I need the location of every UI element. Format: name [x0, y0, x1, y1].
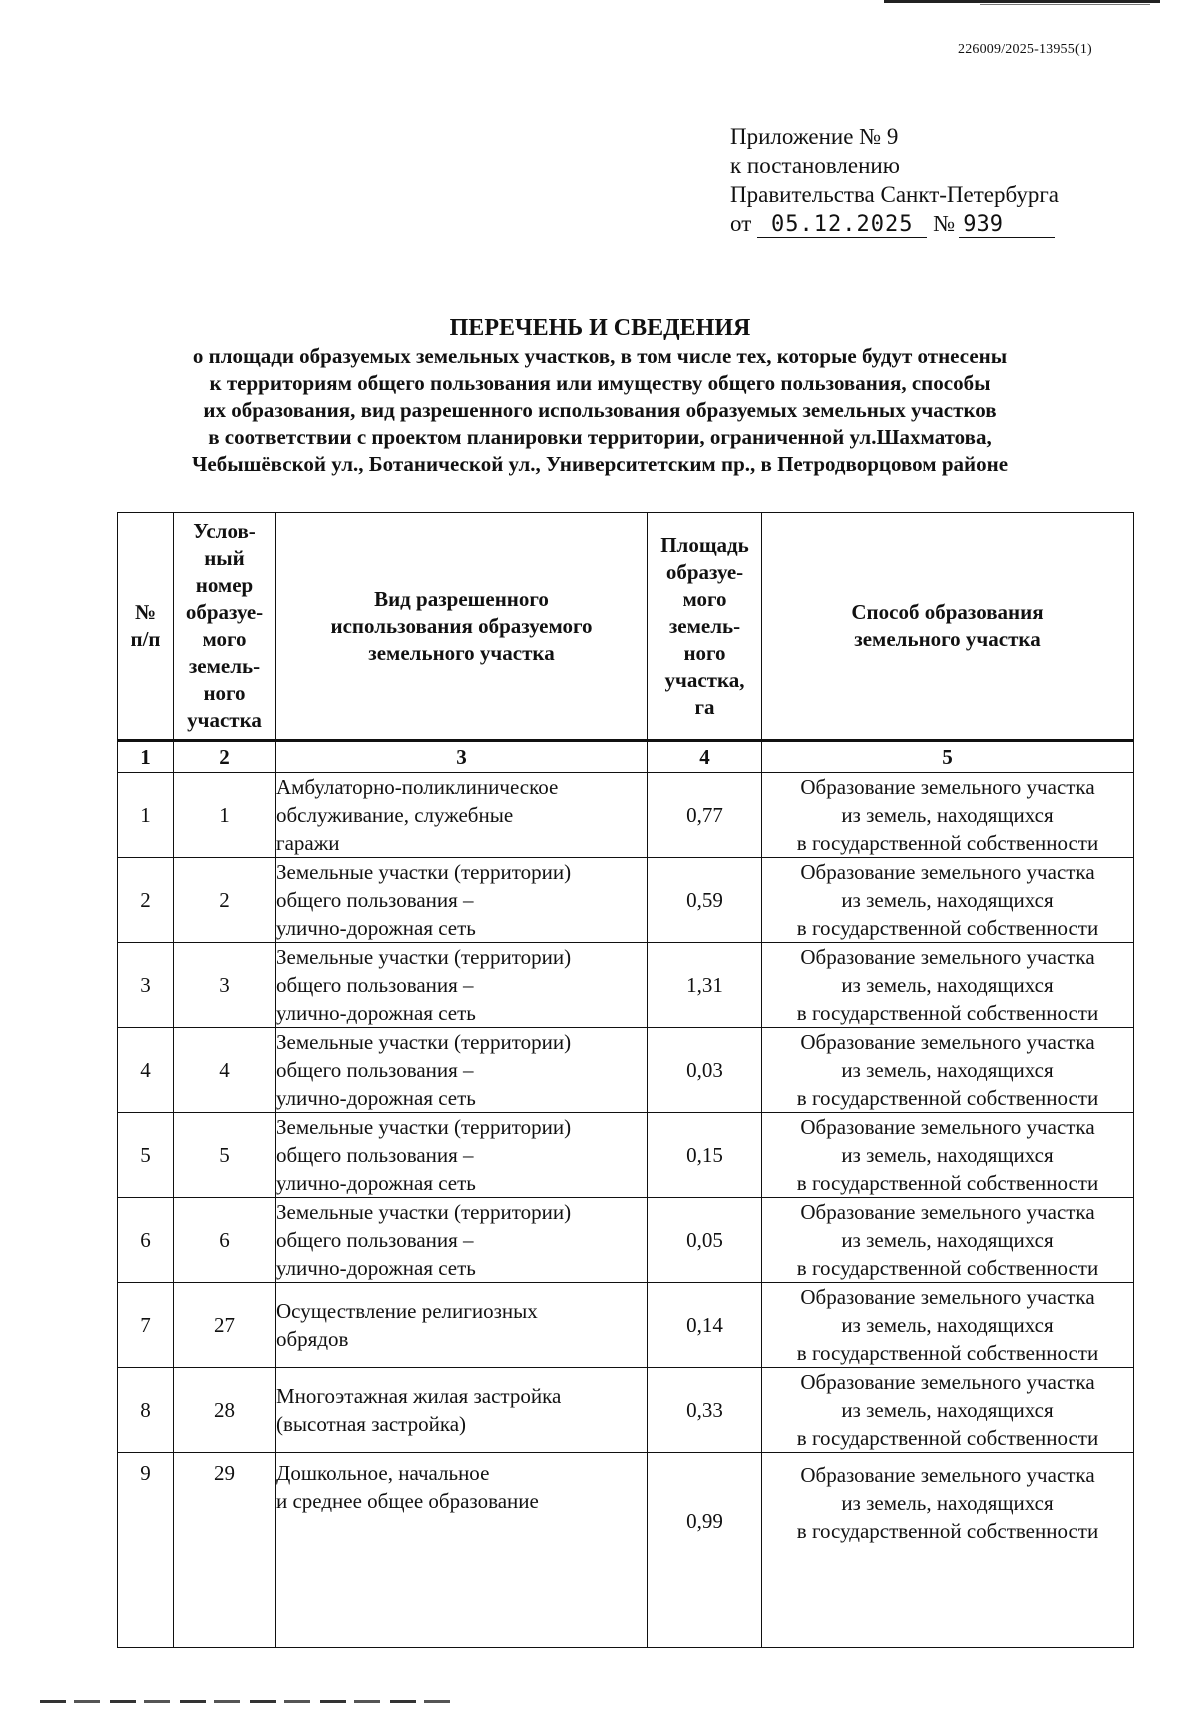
column-number: 5 [762, 741, 1134, 773]
column-number: 4 [648, 741, 762, 773]
row-number: 6 [118, 1198, 174, 1283]
table-row [118, 1198, 1134, 1283]
column-number: 3 [276, 741, 648, 773]
resolution-number: 939 [959, 213, 1055, 238]
parcels-table [117, 512, 1134, 1648]
parcel-area: 0,33 [648, 1368, 762, 1453]
appendix-line-1: Приложение № 9 [730, 124, 899, 149]
header-permitted-use: Вид разрешенного использования образуемого земельного участка [276, 513, 648, 741]
table-row [118, 773, 1134, 858]
parcel-area: 0,14 [648, 1283, 762, 1368]
formation-method: Образование земельного участка из земель, находящихся в государственной собственности [762, 858, 1134, 943]
column-number-row [118, 741, 1134, 773]
parcel-area: 0,05 [648, 1198, 762, 1283]
row-number: 4 [118, 1028, 174, 1113]
parcel-area: 0,59 [648, 858, 762, 943]
parcel-code: 5 [174, 1113, 276, 1198]
parcel-code: 28 [174, 1368, 276, 1453]
formation-method: Образование земельного участка из земель, находящихся в государственной собственности [762, 1283, 1134, 1368]
parcel-code: 3 [174, 943, 276, 1028]
permitted-use: Земельные участки (территории) общего пользования – улично-дорожная сеть [276, 1113, 648, 1198]
document-id: 226009/2025-13955(1) [958, 42, 1092, 57]
row-number: 2 [118, 858, 174, 943]
header-conditional-number: Услов- ный номер образуе- мого земель- ного участка [174, 513, 276, 741]
permitted-use: Земельные участки (территории) общего пользования – улично-дорожная сеть [276, 1198, 648, 1283]
appendix-block [730, 122, 1059, 238]
subtitle-line: в соответствии с проектом планировки территории, ограниченной ул.Шахматова, [208, 425, 992, 449]
permitted-use: Земельные участки (территории) общего пользования – улично-дорожная сеть [276, 1028, 648, 1113]
formation-method: Образование земельного участка из земель, находящихся в государственной собственности [762, 1453, 1134, 1648]
header-formation-method: Способ образования земельного участка [762, 513, 1134, 741]
parcel-area: 0,99 [648, 1453, 762, 1648]
from-label: от [730, 211, 752, 236]
table-row [118, 943, 1134, 1028]
appendix-date-line [730, 209, 1059, 238]
table-row [118, 1283, 1134, 1368]
number-label: № [933, 211, 956, 236]
table-header-row [118, 513, 1134, 741]
header-area: Площадь образуе- мого земель- ного участка, га [648, 513, 762, 741]
parcel-code: 1 [174, 773, 276, 858]
permitted-use: Земельные участки (территории) общего пользования – улично-дорожная сеть [276, 943, 648, 1028]
title-block [0, 313, 1200, 478]
parcel-code: 4 [174, 1028, 276, 1113]
table-row [118, 1453, 1134, 1648]
parcel-area: 1,31 [648, 943, 762, 1028]
appendix-line-3: Правительства Санкт-Петербурга [730, 182, 1059, 207]
column-number: 2 [174, 741, 276, 773]
row-number: 5 [118, 1113, 174, 1198]
formation-method: Образование земельного участка из земель, находящихся в государственной собственности [762, 1113, 1134, 1198]
parcel-area: 0,15 [648, 1113, 762, 1198]
parcel-area: 0,77 [648, 773, 762, 858]
table-row [118, 1028, 1134, 1113]
row-number: 3 [118, 943, 174, 1028]
subtitle-line: их образования, вид разрешенного использования образуемых земельных участков [203, 398, 997, 422]
table-row [118, 1113, 1134, 1198]
scan-artifact-bottom [40, 1700, 460, 1703]
subtitle-line: о площади образуемых земельных участков, в том числе тех, которые будут отнесены [192, 344, 1008, 368]
page-title: ПЕРЕЧЕНЬ И СВЕДЕНИЯ [449, 315, 751, 341]
formation-method: Образование земельного участка из земель, находящихся в государственной собственности [762, 943, 1134, 1028]
resolution-date: 05.12.2025 [757, 213, 927, 238]
parcel-area: 0,03 [648, 1028, 762, 1113]
column-number: 1 [118, 741, 174, 773]
subtitle-line: к территориям общего пользования или имуществу общего пользования, способы [209, 371, 991, 395]
appendix-line-2: к постановлению [730, 153, 900, 178]
table-row [118, 858, 1134, 943]
scan-artifact-top [884, 0, 1160, 3]
formation-method: Образование земельного участка из земель, находящихся в государственной собственности [762, 1368, 1134, 1453]
scan-artifact-top-line [980, 4, 1150, 5]
permitted-use: Земельные участки (территории) общего пользования – улично-дорожная сеть [276, 858, 648, 943]
subtitle-line: Чебышёвской ул., Ботанической ул., Университетским пр., в Петродворцовом районе [191, 452, 1009, 476]
table-row [118, 1368, 1134, 1453]
permitted-use: Осуществление религиозных обрядов [276, 1283, 648, 1368]
permitted-use: Дошкольное, начальное и среднее общее образование [276, 1453, 648, 1648]
parcel-code: 29 [174, 1453, 276, 1648]
header-row-number: № п/п [118, 513, 174, 741]
formation-method: Образование земельного участка из земель, находящихся в государственной собственности [762, 773, 1134, 858]
permitted-use: Амбулаторно-поликлиническое обслуживание, служебные гаражи [276, 773, 648, 858]
row-number: 9 [118, 1453, 174, 1648]
permitted-use: Многоэтажная жилая застройка (высотная застройка) [276, 1368, 648, 1453]
parcel-code: 2 [174, 858, 276, 943]
formation-method: Образование земельного участка из земель, находящихся в государственной собственности [762, 1028, 1134, 1113]
row-number: 8 [118, 1368, 174, 1453]
parcel-code: 6 [174, 1198, 276, 1283]
parcel-code: 27 [174, 1283, 276, 1368]
formation-method: Образование земельного участка из земель, находящихся в государственной собственности [762, 1198, 1134, 1283]
row-number: 1 [118, 773, 174, 858]
row-number: 7 [118, 1283, 174, 1368]
